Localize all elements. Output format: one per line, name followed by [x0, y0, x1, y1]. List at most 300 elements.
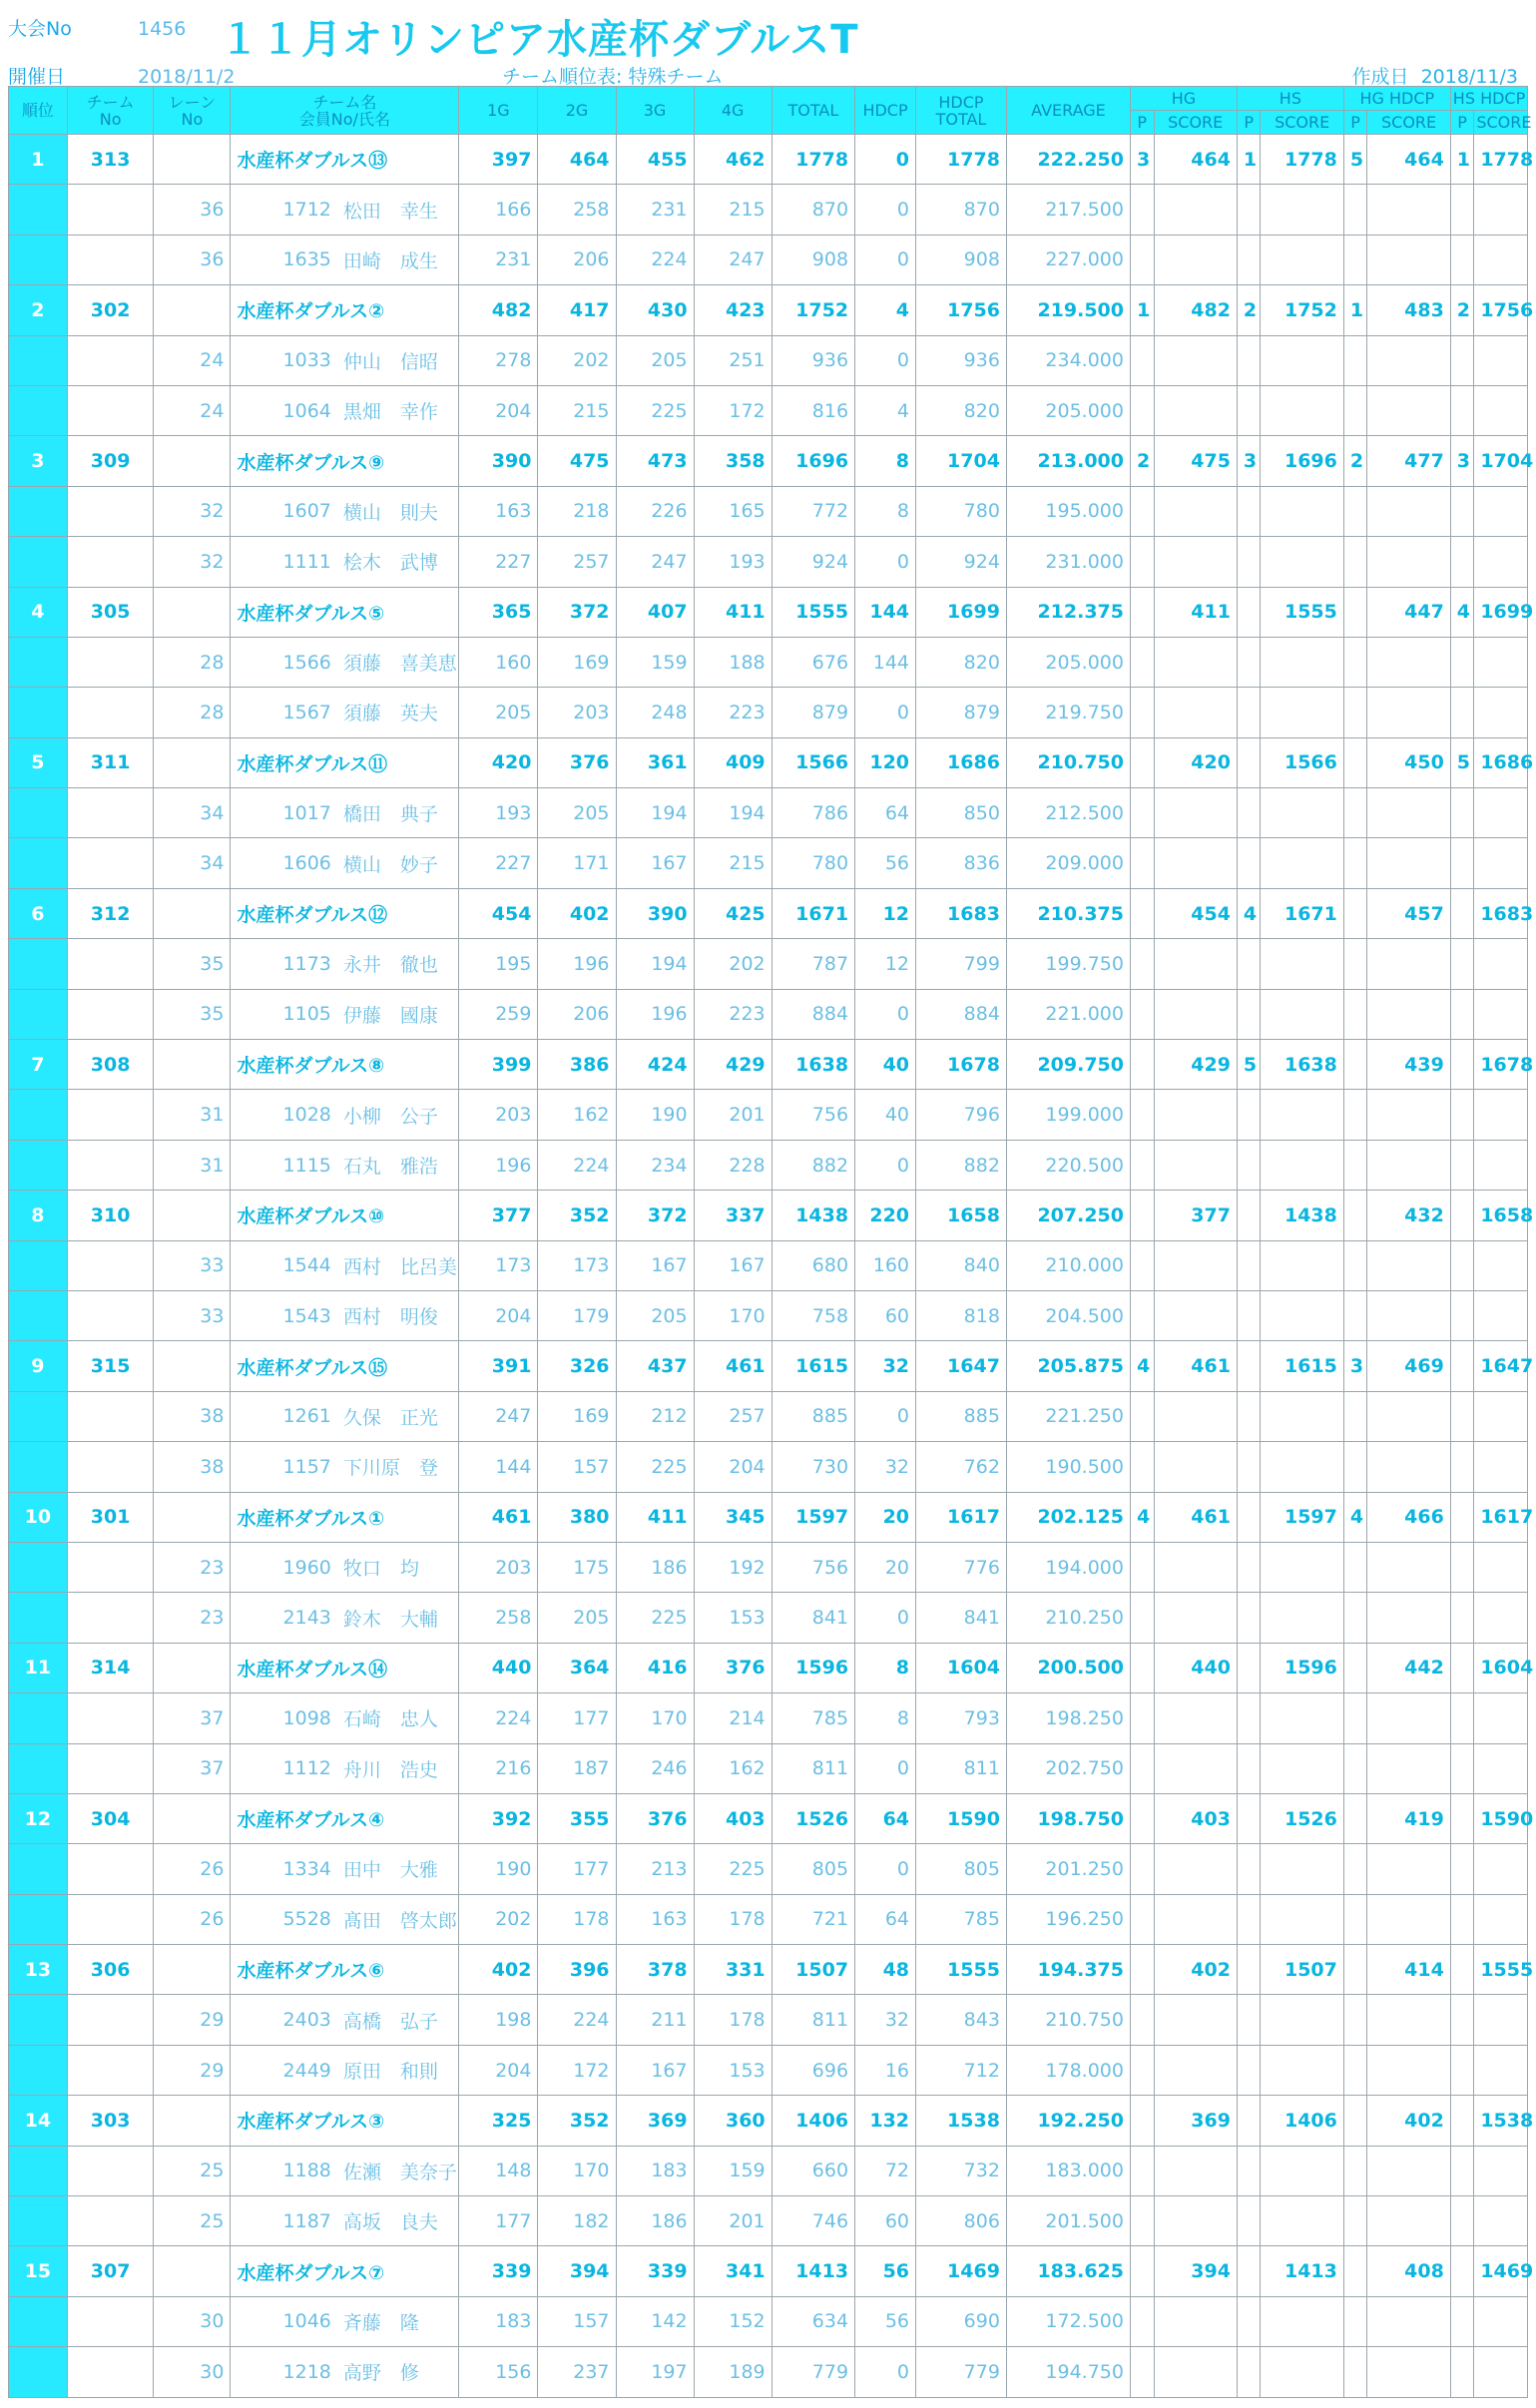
member-no-cell: 1606: [231, 838, 337, 888]
game-3-cell: 194: [616, 939, 694, 989]
hdcp-cell: 8: [855, 486, 916, 536]
lane-cell: 30: [154, 2347, 231, 2397]
member-no-cell: 1607: [231, 486, 337, 536]
hdcp-cell: 12: [855, 939, 916, 989]
member-name-cell: 黒畑 幸作: [337, 385, 459, 435]
hs-score-cell: [1261, 185, 1343, 235]
hs-score-cell: [1261, 1894, 1343, 1944]
game-3-cell: 211: [616, 1995, 694, 2045]
hs-p-cell: [1237, 1240, 1261, 1290]
hg-p-cell: [1130, 637, 1154, 687]
game-4-cell: 331: [694, 1945, 771, 1995]
hg-hdcp-p-cell: [1343, 2347, 1367, 2397]
hg-hdcp-score-cell: 414: [1367, 1945, 1450, 1995]
game-3-cell: 455: [616, 135, 694, 185]
average-cell: 196.250: [1006, 1894, 1130, 1944]
lane-cell: 33: [154, 1290, 231, 1340]
team-no-cell: [67, 1391, 154, 1441]
rank-cell: [9, 335, 68, 385]
lane-cell: 37: [154, 1743, 231, 1793]
game-2-cell: 171: [538, 838, 616, 888]
total-cell: 1555: [771, 587, 854, 637]
hs-score-cell: [1261, 1290, 1343, 1340]
game-4-cell: 189: [694, 2347, 771, 2397]
hdcp-cell: 20: [855, 1492, 916, 1542]
rank-cell: [9, 1844, 68, 1894]
hg-hdcp-p-cell: [1343, 637, 1367, 687]
hg-hdcp-score-cell: [1367, 1391, 1450, 1441]
hg-hdcp-p-cell: 2: [1343, 436, 1367, 486]
hg-hdcp-score-cell: [1367, 486, 1450, 536]
hg-hdcp-score-cell: [1367, 185, 1450, 235]
hs-p-cell: [1237, 1290, 1261, 1340]
hs-hdcp-p-cell: [1450, 1894, 1474, 1944]
rank-cell: [9, 2196, 68, 2246]
hs-hdcp-p-cell: [1450, 2246, 1474, 2296]
hdcp-total-cell: 882: [916, 1140, 1007, 1190]
game-3-cell: 212: [616, 1391, 694, 1441]
hs-hdcp-p-cell: [1450, 1743, 1474, 1793]
game-2-cell: 157: [538, 2296, 616, 2346]
hs-hdcp-score-cell: [1474, 1442, 1528, 1492]
hs-hdcp-p-cell: [1450, 637, 1474, 687]
hg-p-cell: [1130, 1945, 1154, 1995]
hg-score-cell: [1154, 1593, 1237, 1643]
member-name-cell: 松田 幸生: [337, 185, 459, 235]
total-cell: 1413: [771, 2246, 854, 2296]
hdcp-total-cell: 805: [916, 1844, 1007, 1894]
hs-score-cell: 1752: [1261, 285, 1343, 335]
game-2-cell: 237: [538, 2347, 616, 2397]
col-hg-hdcp: HG HDCP: [1343, 87, 1450, 111]
total-cell: 924: [771, 537, 854, 587]
lane-cell: [154, 1793, 231, 1843]
total-cell: 936: [771, 335, 854, 385]
game-3-cell: 234: [616, 1140, 694, 1190]
hdcp-cell: 20: [855, 1542, 916, 1592]
team-no-cell: [67, 788, 154, 838]
hdcp-cell: 32: [855, 1995, 916, 2045]
total-cell: 787: [771, 939, 854, 989]
hs-hdcp-p-cell: [1450, 788, 1474, 838]
member-no-cell: 1115: [231, 1140, 337, 1190]
total-cell: 1638: [771, 1040, 854, 1090]
game-1-cell: 399: [459, 1040, 538, 1090]
total-cell: 884: [771, 989, 854, 1039]
hs-hdcp-p-cell: [1450, 1542, 1474, 1592]
hdcp-total-cell: 1678: [916, 1040, 1007, 1090]
game-4-cell: 215: [694, 185, 771, 235]
game-2-cell: 182: [538, 2196, 616, 2246]
hs-hdcp-score-cell: [1474, 2296, 1528, 2346]
game-4-cell: 223: [694, 688, 771, 737]
hg-score-cell: 420: [1154, 737, 1237, 787]
game-2-cell: 326: [538, 1341, 616, 1391]
team-no-cell: 306: [67, 1945, 154, 1995]
game-2-cell: 169: [538, 637, 616, 687]
average-cell: 220.500: [1006, 1140, 1130, 1190]
hg-hdcp-score-cell: [1367, 1995, 1450, 2045]
member-row: [9, 486, 1528, 536]
game-4-cell: 194: [694, 788, 771, 838]
rank-cell: [9, 1995, 68, 2045]
team-name-cell: 水産杯ダブルス②: [231, 285, 459, 335]
game-4-cell: 223: [694, 989, 771, 1039]
tournament-no-line: [8, 14, 186, 41]
game-3-cell: 390: [616, 888, 694, 938]
lane-cell: [154, 135, 231, 185]
hg-hdcp-score-cell: [1367, 2146, 1450, 2195]
member-row: [9, 2347, 1528, 2397]
game-2-cell: 464: [538, 135, 616, 185]
hs-hdcp-score-cell: 1647: [1474, 1341, 1528, 1391]
hg-score-cell: [1154, 235, 1237, 284]
lane-cell: 34: [154, 838, 231, 888]
rank-cell: 6: [9, 888, 68, 938]
rank-cell: 10: [9, 1492, 68, 1542]
rank-cell: [9, 1290, 68, 1340]
game-1-cell: 195: [459, 939, 538, 989]
member-row: [9, 838, 1528, 888]
hg-score-cell: [1154, 1995, 1237, 2045]
game-1-cell: 377: [459, 1191, 538, 1240]
game-2-cell: 203: [538, 688, 616, 737]
hg-score-cell: [1154, 838, 1237, 888]
total-cell: 1597: [771, 1492, 854, 1542]
hg-p-cell: [1130, 587, 1154, 637]
hg-hdcp-score-cell: 450: [1367, 737, 1450, 787]
hg-hdcp-score-cell: [1367, 1844, 1450, 1894]
hg-score-cell: 403: [1154, 1793, 1237, 1843]
average-cell: 205.875: [1006, 1341, 1130, 1391]
hs-hdcp-score-cell: 1778: [1474, 135, 1528, 185]
hs-hdcp-p-cell: [1450, 1040, 1474, 1090]
hs-hdcp-p-cell: [1450, 838, 1474, 888]
rank-cell: [9, 486, 68, 536]
hs-hdcp-score-cell: [1474, 1593, 1528, 1643]
hg-hdcp-score-cell: 402: [1367, 2096, 1450, 2146]
rank-cell: 5: [9, 737, 68, 787]
member-row: [9, 2045, 1528, 2095]
game-3-cell: 424: [616, 1040, 694, 1090]
rank-cell: 8: [9, 1191, 68, 1240]
hs-score-cell: [1261, 235, 1343, 284]
hs-score-cell: 1596: [1261, 1643, 1343, 1692]
hdcp-cell: 0: [855, 537, 916, 587]
average-cell: 178.000: [1006, 2045, 1130, 2095]
hg-p-cell: [1130, 1593, 1154, 1643]
hg-p-cell: 4: [1130, 1341, 1154, 1391]
game-1-cell: 193: [459, 788, 538, 838]
hg-p-cell: [1130, 1643, 1154, 1692]
hs-hdcp-score-cell: [1474, 537, 1528, 587]
hs-p-cell: [1237, 1894, 1261, 1944]
team-no-cell: [67, 637, 154, 687]
hdcp-total-cell: 732: [916, 2146, 1007, 2195]
hg-score-cell: 482: [1154, 285, 1237, 335]
hs-score-cell: 1566: [1261, 737, 1343, 787]
hs-hdcp-score-cell: [1474, 1290, 1528, 1340]
game-1-cell: 204: [459, 1290, 538, 1340]
team-name-cell: 水産杯ダブルス⑮: [231, 1341, 459, 1391]
hdcp-cell: 16: [855, 2045, 916, 2095]
hg-hdcp-p-cell: [1343, 788, 1367, 838]
lane-cell: 32: [154, 537, 231, 587]
col-average: AVERAGE: [1006, 87, 1130, 135]
hs-score-cell: [1261, 2196, 1343, 2246]
hs-p-cell: [1237, 788, 1261, 838]
hg-score-cell: [1154, 2347, 1237, 2397]
hs-p-cell: [1237, 989, 1261, 1039]
hg-score-cell: [1154, 1290, 1237, 1340]
hg-p-cell: [1130, 688, 1154, 737]
game-2-cell: 206: [538, 235, 616, 284]
team-no-cell: [67, 537, 154, 587]
hg-hdcp-score-cell: [1367, 1743, 1450, 1793]
team-no-cell: [67, 1693, 154, 1743]
col-hgh-p: P: [1343, 111, 1367, 135]
game-2-cell: 258: [538, 185, 616, 235]
team-row: [9, 1492, 1528, 1542]
rank-cell: [9, 939, 68, 989]
member-no-cell: 1566: [231, 637, 337, 687]
hg-score-cell: 464: [1154, 135, 1237, 185]
rank-cell: [9, 185, 68, 235]
team-row: [9, 1040, 1528, 1090]
member-name-cell: 田中 大雅: [337, 1844, 459, 1894]
total-cell: 634: [771, 2296, 854, 2346]
hs-p-cell: [1237, 1191, 1261, 1240]
game-4-cell: 337: [694, 1191, 771, 1240]
game-4-cell: 228: [694, 1140, 771, 1190]
member-row: [9, 1995, 1528, 2045]
team-no-cell: [67, 235, 154, 284]
average-cell: 227.000: [1006, 235, 1130, 284]
member-no-cell: 1046: [231, 2296, 337, 2346]
hdcp-cell: 48: [855, 1945, 916, 1995]
hdcp-cell: 0: [855, 185, 916, 235]
hdcp-cell: 12: [855, 888, 916, 938]
hg-hdcp-p-cell: [1343, 939, 1367, 989]
average-cell: 221.250: [1006, 1391, 1130, 1441]
hdcp-cell: 56: [855, 2296, 916, 2346]
hdcp-cell: 132: [855, 2096, 916, 2146]
col-total: TOTAL: [771, 87, 854, 135]
member-name-cell: 小柳 公子: [337, 1090, 459, 1140]
member-row: [9, 1542, 1528, 1592]
game-1-cell: 402: [459, 1945, 538, 1995]
lane-cell: 23: [154, 1542, 231, 1592]
hdcp-total-cell: 1683: [916, 888, 1007, 938]
hs-hdcp-score-cell: [1474, 1894, 1528, 1944]
hs-p-cell: [1237, 1593, 1261, 1643]
hg-hdcp-score-cell: 442: [1367, 1643, 1450, 1692]
game-4-cell: 341: [694, 2246, 771, 2296]
hdcp-cell: 8: [855, 1643, 916, 1692]
col-3g: 3G: [616, 87, 694, 135]
hdcp-cell: 64: [855, 788, 916, 838]
hg-hdcp-p-cell: [1343, 1040, 1367, 1090]
hg-p-cell: [1130, 2146, 1154, 2195]
game-4-cell: 358: [694, 436, 771, 486]
member-no-cell: 1028: [231, 1090, 337, 1140]
member-row: [9, 2146, 1528, 2195]
hs-score-cell: [1261, 2045, 1343, 2095]
lane-cell: [154, 285, 231, 335]
hg-p-cell: [1130, 1693, 1154, 1743]
col-hs: HS: [1237, 87, 1343, 111]
rank-cell: 2: [9, 285, 68, 335]
hs-hdcp-p-cell: [1450, 939, 1474, 989]
game-2-cell: 170: [538, 2146, 616, 2195]
hg-hdcp-score-cell: 477: [1367, 436, 1450, 486]
rank-cell: [9, 1542, 68, 1592]
member-name-cell: 佐瀬 美奈子: [337, 2146, 459, 2195]
hg-hdcp-p-cell: [1343, 2146, 1367, 2195]
member-row: [9, 2196, 1528, 2246]
game-1-cell: 392: [459, 1793, 538, 1843]
game-1-cell: 420: [459, 737, 538, 787]
hg-hdcp-p-cell: [1343, 1090, 1367, 1140]
hs-score-cell: 1597: [1261, 1492, 1343, 1542]
hs-hdcp-score-cell: [1474, 1542, 1528, 1592]
hdcp-cell: 0: [855, 1140, 916, 1190]
hs-hdcp-p-cell: [1450, 1140, 1474, 1190]
hs-p-cell: 4: [1237, 888, 1261, 938]
hs-score-cell: [1261, 385, 1343, 435]
hdcp-total-cell: 836: [916, 838, 1007, 888]
hdcp-total-cell: 1699: [916, 587, 1007, 637]
game-2-cell: 376: [538, 737, 616, 787]
hdcp-cell: 56: [855, 838, 916, 888]
hs-hdcp-p-cell: 3: [1450, 436, 1474, 486]
game-4-cell: 201: [694, 1090, 771, 1140]
created-date-value: 2018/11/3: [1420, 66, 1518, 88]
report-title: １１月オリンピア水産杯ダブルスT: [220, 17, 859, 63]
member-no-cell: 1112: [231, 1743, 337, 1793]
rank-cell: [9, 788, 68, 838]
lane-cell: [154, 2246, 231, 2296]
game-4-cell: 167: [694, 1240, 771, 1290]
rank-cell: 15: [9, 2246, 68, 2296]
hg-hdcp-score-cell: [1367, 2045, 1450, 2095]
member-no-cell: 2449: [231, 2045, 337, 2095]
hg-p-cell: [1130, 2347, 1154, 2397]
hdcp-total-cell: 762: [916, 1442, 1007, 1492]
game-1-cell: 224: [459, 1693, 538, 1743]
hs-hdcp-score-cell: 1686: [1474, 737, 1528, 787]
hdcp-cell: 0: [855, 989, 916, 1039]
hs-hdcp-p-cell: [1450, 989, 1474, 1039]
hs-score-cell: 1555: [1261, 587, 1343, 637]
hg-p-cell: 3: [1130, 135, 1154, 185]
hg-score-cell: 402: [1154, 1945, 1237, 1995]
lane-cell: 31: [154, 1140, 231, 1190]
game-4-cell: 251: [694, 335, 771, 385]
member-name-cell: 横山 妙子: [337, 838, 459, 888]
game-1-cell: 397: [459, 135, 538, 185]
game-1-cell: 227: [459, 838, 538, 888]
hs-hdcp-score-cell: [1474, 1743, 1528, 1793]
game-3-cell: 416: [616, 1643, 694, 1692]
total-cell: 756: [771, 1542, 854, 1592]
lane-cell: 24: [154, 335, 231, 385]
rank-cell: [9, 2146, 68, 2195]
hg-hdcp-p-cell: [1343, 1140, 1367, 1190]
col-hsh-score: SCORE: [1474, 111, 1528, 135]
member-name-cell: 久保 正光: [337, 1391, 459, 1441]
hs-hdcp-p-cell: [1450, 1442, 1474, 1492]
hs-p-cell: [1237, 385, 1261, 435]
hg-p-cell: [1130, 1391, 1154, 1441]
hs-hdcp-p-cell: [1450, 2096, 1474, 2146]
team-no-cell: 303: [67, 2096, 154, 2146]
lane-cell: 34: [154, 788, 231, 838]
total-cell: 676: [771, 637, 854, 687]
hdcp-total-cell: 879: [916, 688, 1007, 737]
hdcp-cell: 0: [855, 135, 916, 185]
average-cell: 183.625: [1006, 2246, 1130, 2296]
hs-hdcp-score-cell: 1604: [1474, 1643, 1528, 1692]
total-cell: 1526: [771, 1793, 854, 1843]
game-2-cell: 402: [538, 888, 616, 938]
total-cell: 786: [771, 788, 854, 838]
hs-score-cell: [1261, 989, 1343, 1039]
hdcp-total-cell: 796: [916, 1090, 1007, 1140]
hg-p-cell: [1130, 939, 1154, 989]
team-row: [9, 1945, 1528, 1995]
hg-p-cell: [1130, 1442, 1154, 1492]
team-no-cell: [67, 1894, 154, 1944]
table-header: [9, 87, 1532, 135]
average-cell: 210.375: [1006, 888, 1130, 938]
col-rank: 順位: [9, 87, 68, 135]
average-cell: 172.500: [1006, 2296, 1130, 2346]
average-cell: 205.000: [1006, 637, 1130, 687]
member-no-cell: 1017: [231, 788, 337, 838]
hg-hdcp-p-cell: [1343, 1643, 1367, 1692]
game-2-cell: 173: [538, 1240, 616, 1290]
hg-hdcp-score-cell: [1367, 385, 1450, 435]
team-no-cell: [67, 2045, 154, 2095]
hg-hdcp-score-cell: [1367, 989, 1450, 1039]
lane-cell: [154, 1492, 231, 1542]
game-4-cell: 153: [694, 1593, 771, 1643]
hs-score-cell: [1261, 2347, 1343, 2397]
hs-score-cell: [1261, 637, 1343, 687]
lane-cell: 31: [154, 1090, 231, 1140]
total-cell: 756: [771, 1090, 854, 1140]
hdcp-total-cell: 1756: [916, 285, 1007, 335]
game-3-cell: 170: [616, 1693, 694, 1743]
game-4-cell: 345: [694, 1492, 771, 1542]
col-lane-no: レーン No: [154, 87, 231, 135]
hs-hdcp-score-cell: [1474, 637, 1528, 687]
lane-cell: 29: [154, 2045, 231, 2095]
hdcp-total-cell: 1617: [916, 1492, 1007, 1542]
team-name-cell: 水産杯ダブルス④: [231, 1793, 459, 1843]
total-cell: 1752: [771, 285, 854, 335]
hs-p-cell: [1237, 1391, 1261, 1441]
game-3-cell: 186: [616, 2196, 694, 2246]
game-3-cell: 378: [616, 1945, 694, 1995]
hdcp-total-cell: 1686: [916, 737, 1007, 787]
total-cell: 1507: [771, 1945, 854, 1995]
game-2-cell: 179: [538, 1290, 616, 1340]
game-2-cell: 187: [538, 1743, 616, 1793]
member-row: [9, 788, 1528, 838]
col-4g: 4G: [694, 87, 771, 135]
